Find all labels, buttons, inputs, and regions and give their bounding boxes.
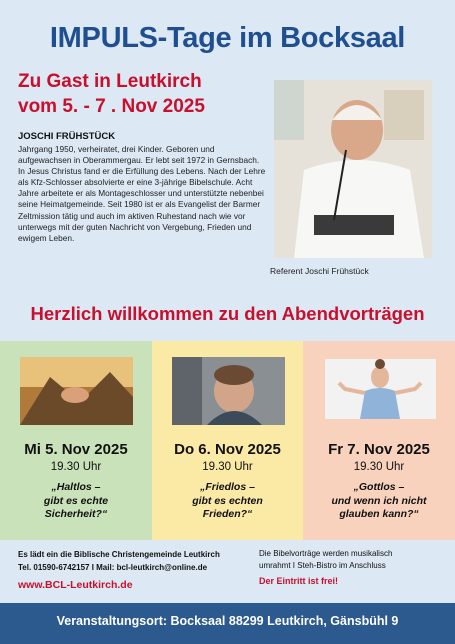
free-entry-note: Der Eintritt ist frei! [259, 576, 339, 586]
speaker-bio: Jahrgang 1950, verheiratet, drei Kinder. Geboren und aufgewachsen in Oberammergau. Er lebt seit 1972 in Gernsbach. In Jesus Christus fand er die Erfüllung des Lebens. Nach der Lehre als Kfz-Schlosser absolvierte er eine 3-jährige Bibelschule. Acht Jahre arbeitete er als Montageschlosser und unterstützte nebenbei seine Heimatgemeinde. Seit 1980 ist er als Evangelist der Barmer Zeltmission tätig und auch im aktiven Ruhestand nach wie vor unterwegs mit der guten Nachricht von Vergebung, Frieden und ewigem Leben. [18, 144, 266, 243]
event-image-worried-man [172, 357, 285, 425]
music-info [259, 548, 449, 572]
event-date: Do 6. Nov 2025 [174, 441, 281, 458]
event-card-3 [303, 341, 455, 540]
speaker-name: JOSCHI FRÜHSTÜCK [18, 131, 116, 142]
welcome-heading: Herzlich willkommen zu den Abendvorträgen [30, 303, 425, 324]
venue-bar: Veranstaltungsort: Bocksaal 88299 Leutkirch, Gänsbühl 9 [0, 603, 455, 644]
organizer-info [18, 548, 220, 574]
event-image-rock-hand [20, 357, 133, 425]
event-topic: „Friedlos – gibt es echten Frieden?“ [192, 481, 263, 520]
organizer-text: Es lädt ein die Biblische Christengemeinde Leutkirch [18, 550, 220, 559]
event-image-shrugging-woman [325, 359, 436, 419]
subtitle-guest: Zu Gast in Leutkirch [18, 71, 202, 92]
music-line-1: Die Bibelvorträge werden musikalisch [259, 549, 393, 558]
flyer-title: IMPULS-Tage im Bocksaal [49, 22, 406, 54]
event-topic: „Gottlos – und wenn ich nicht glauben kann?“ [331, 481, 427, 520]
photo-caption: Referent Joschi Frühstück [270, 266, 369, 276]
event-time: 19.30 Uhr [202, 461, 253, 473]
contact-text: Tel. 01590-6742157 I Mail: bcl-leutkirch@online.de [18, 563, 208, 572]
event-date: Mi 5. Nov 2025 [24, 441, 128, 458]
event-card-2 [152, 341, 303, 540]
event-time: 19.30 Uhr [50, 461, 102, 473]
website-link[interactable]: www.BCL-Leutkirch.de [18, 579, 133, 591]
event-card-1 [0, 341, 152, 540]
event-topic: „Haltlos – gibt es echte Sicherheit?“ [43, 481, 109, 520]
event-time: 19.30 Uhr [353, 461, 405, 473]
subtitle-dates: vom 5. - 7 . Nov 2025 [18, 96, 205, 117]
music-line-2: umrahmt I Steh-Bistro im Anschluss [259, 561, 386, 570]
event-date: Fr 7. Nov 2025 [328, 441, 430, 458]
speaker-photo [274, 80, 432, 258]
